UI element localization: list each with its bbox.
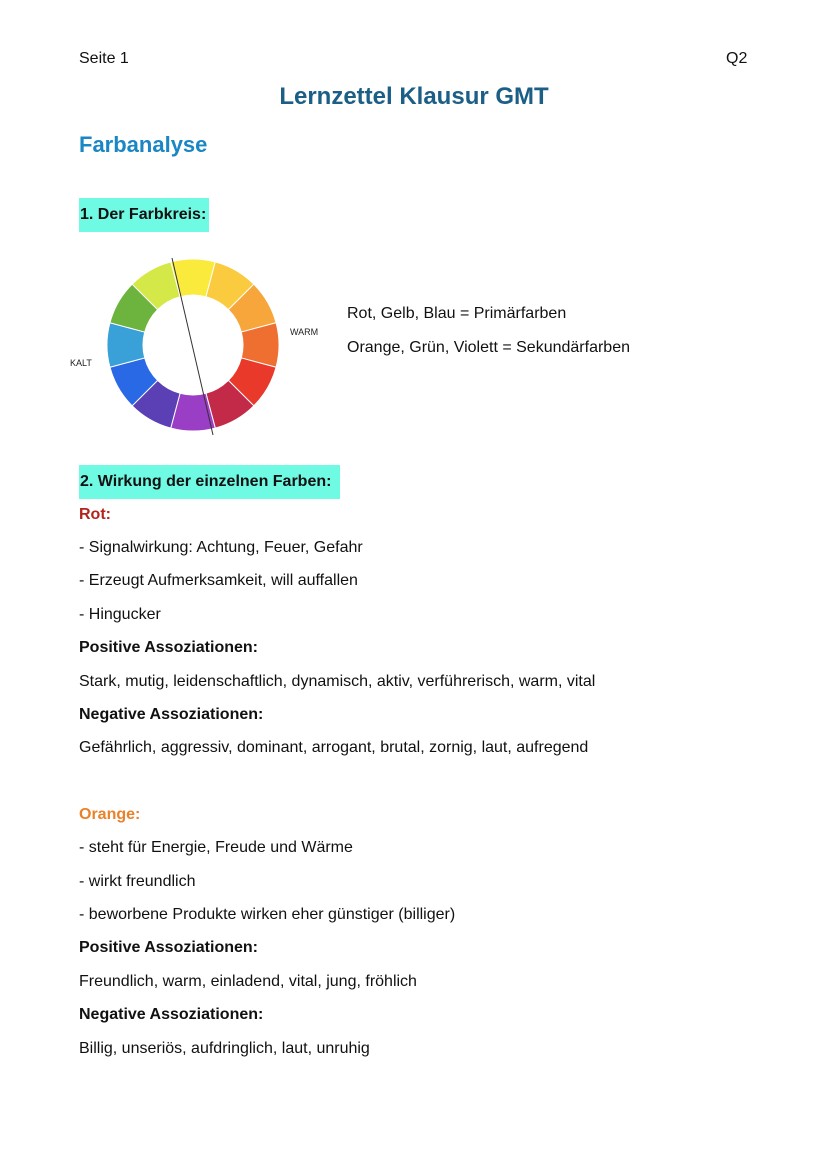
orange-bullet: - steht für Energie, Freude und Wärme — [79, 839, 353, 856]
section-title: Farbanalyse — [79, 132, 208, 157]
secondary-colors-text: Orange, Grün, Violett = Sekundärfarben — [347, 339, 630, 356]
rot-bullet: - Hingucker — [79, 606, 161, 623]
cold-label: KALT — [70, 358, 92, 368]
color-wheel — [70, 252, 330, 442]
orange-bullet: - beworbene Produkte wirken eher günstiger (billiger) — [79, 906, 456, 923]
rot-negative-text: Gefährlich, aggressiv, dominant, arrogant, brutal, zornig, laut, aufregend — [79, 739, 589, 756]
document-title: Lernzettel Klausur GMT — [279, 83, 549, 110]
heading-wirkung: 2. Wirkung der einzelnen Farben: — [79, 465, 340, 499]
rot-positive-label: Positive Assoziationen: — [79, 639, 258, 656]
warm-label: WARM — [290, 327, 319, 337]
orange-positive-label: Positive Assoziationen: — [79, 939, 258, 956]
rot-bullet: - Erzeugt Aufmerksamkeit, will auffallen — [79, 572, 358, 589]
primary-colors-text: Rot, Gelb, Blau = Primärfarben — [347, 305, 567, 322]
orange-negative-text: Billig, unseriös, aufdringlich, laut, unruhig — [79, 1040, 370, 1057]
rot-bullet: - Signalwirkung: Achtung, Feuer, Gefahr — [79, 539, 363, 556]
orange-positive-text: Freundlich, warm, einladend, vital, jung, fröhlich — [79, 973, 417, 990]
color-wheel-segments — [107, 259, 279, 431]
page-number: Seite 1 — [79, 50, 129, 67]
rot-positive-text: Stark, mutig, leidenschaftlich, dynamisch, aktiv, verführerisch, warm, vital — [79, 673, 596, 690]
rot-negative-label: Negative Assoziationen: — [79, 706, 264, 723]
color-name-orange: Orange: — [79, 806, 141, 823]
orange-negative-label: Negative Assoziationen: — [79, 1006, 264, 1023]
orange-bullet: - wirkt freundlich — [79, 873, 196, 890]
color-name-rot: Rot: — [79, 506, 111, 523]
course-label: Q2 — [726, 50, 748, 67]
heading-farbkreis: 1. Der Farbkreis: — [79, 198, 209, 232]
